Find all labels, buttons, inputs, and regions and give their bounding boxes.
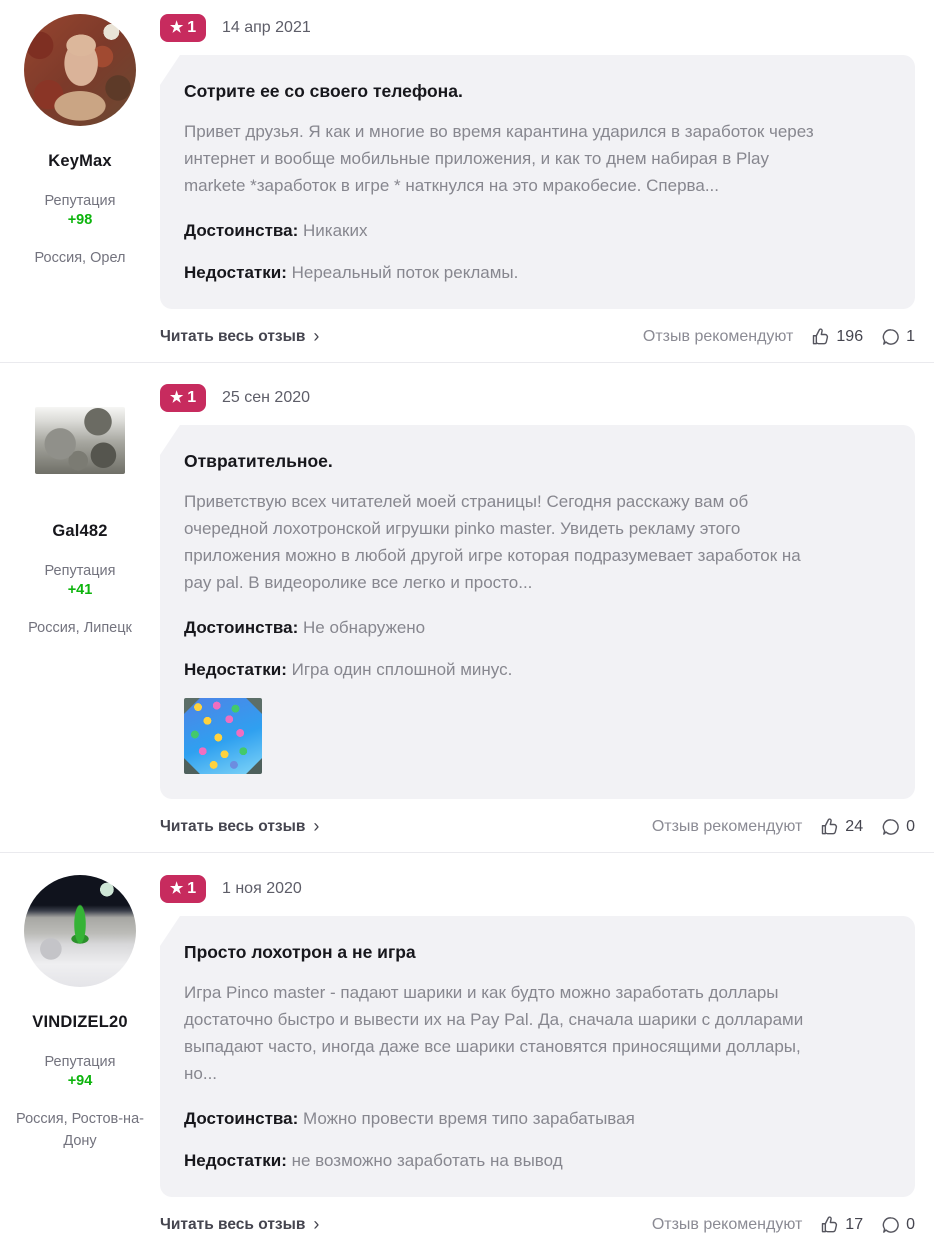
star-icon: ★ <box>169 388 184 406</box>
rating-value: 1 <box>187 880 197 897</box>
read-full-review-link[interactable]: Читать весь отзыв › <box>160 325 320 346</box>
rating-value: 1 <box>187 389 197 406</box>
thumbs-up-icon <box>820 1215 840 1235</box>
comment-bubble-icon <box>881 817 901 837</box>
review-date: 1 ноя 2020 <box>222 880 302 897</box>
user-avatar[interactable] <box>24 14 136 126</box>
comments-button[interactable] <box>881 1215 915 1235</box>
reputation-label: Репутация <box>44 1054 116 1070</box>
review-header <box>160 384 915 412</box>
user-location: Россия, Ростов-на-Дону <box>16 1111 144 1150</box>
username[interactable]: VINDIZEL20 <box>32 1013 128 1031</box>
recommend-label: Отзыв рекомендуют <box>642 328 794 345</box>
review-header <box>160 875 915 903</box>
comments-count: 0 <box>906 818 915 835</box>
comments-count: 0 <box>906 1216 915 1233</box>
review-cons: Недостатки: не возможно заработать на вывод <box>184 1151 563 1170</box>
chevron-right-icon: › <box>313 325 320 346</box>
rating-badge <box>160 14 206 42</box>
recommend-label: Отзыв рекомендуют <box>651 818 803 835</box>
thumbs-up-icon <box>811 327 831 347</box>
review-card <box>0 363 934 840</box>
review-pros: Достоинства: Не обнаружено <box>184 618 426 637</box>
review-text: Привет друзья. Я как и многие во время карантина ударился в заработок через интернет и вообще мобильные приложения, и как то днем набирая в Play markete *заработок в игре * наткнулся на это мракобесие. Сперва... <box>184 122 814 195</box>
comments-count: 1 <box>906 328 915 345</box>
user-panel <box>0 875 160 1238</box>
comment-bubble-icon <box>881 1215 901 1235</box>
review-header <box>160 14 915 42</box>
star-icon: ★ <box>169 18 184 36</box>
review-pros: Достоинства: Можно провести время типо зарабатывая <box>184 1109 635 1128</box>
review-bubble <box>160 916 915 1197</box>
review-card <box>0 0 934 350</box>
likes-button[interactable] <box>820 817 863 837</box>
rating-value: 1 <box>187 19 197 36</box>
review-title: Сотрите ее со своего телефона. <box>184 81 463 101</box>
reputation-value: +94 <box>67 1073 93 1089</box>
review-cons: Недостатки: Игра один сплошной минус. <box>184 660 513 679</box>
user-avatar[interactable] <box>35 407 125 474</box>
review-text: Приветствую всех читателей моей страницы! Сегодня расскажу вам об очередной лохотронской игрушки pinko master. Увидеть рекламу этого приложения можно в любой другой игре которая подразумевает заработок на pay pal. В видеоролике все легко и просто... <box>184 492 801 592</box>
username[interactable]: Gal482 <box>52 522 108 540</box>
user-avatar[interactable] <box>24 875 136 987</box>
comments-button[interactable] <box>881 327 915 347</box>
read-full-review-link[interactable]: Читать весь отзыв › <box>160 815 320 836</box>
likes-button[interactable] <box>811 327 863 347</box>
reputation-value: +98 <box>67 212 93 228</box>
user-panel <box>0 384 160 840</box>
read-full-review-link[interactable]: Читать весь отзыв › <box>160 1213 320 1234</box>
reputation-label: Репутация <box>44 563 116 579</box>
likes-count: 24 <box>845 818 864 835</box>
thumbs-up-icon <box>820 817 840 837</box>
star-icon: ★ <box>169 879 184 897</box>
review-cons: Недостатки: Нереальный поток рекламы. <box>184 263 519 282</box>
review-date: 25 сен 2020 <box>222 389 311 406</box>
review-text: Игра Pinco master - падают шарики и как будто можно заработать доллары достаточно быстро и вывести их на Pay Pal. Да, сначала шарики с долларами выпадают часто, иногда даже все шарики становятся приносящими доллары, но... <box>184 983 804 1083</box>
reputation-label: Репутация <box>44 193 116 209</box>
review-photo-thumbnail[interactable] <box>184 698 262 774</box>
chevron-right-icon: › <box>313 815 320 836</box>
likes-button[interactable] <box>820 1215 863 1235</box>
rating-badge <box>160 875 206 903</box>
likes-count: 196 <box>836 328 864 345</box>
user-panel <box>0 14 160 350</box>
username[interactable]: KeyMax <box>48 152 112 170</box>
review-bubble <box>160 425 915 799</box>
review-card <box>0 853 934 1238</box>
chevron-right-icon: › <box>313 1213 320 1234</box>
user-location: Россия, Орел <box>34 250 126 266</box>
review-title: Просто лохотрон а не игра <box>184 942 416 962</box>
user-location: Россия, Липецк <box>28 620 132 636</box>
review-pros: Достоинства: Никаких <box>184 221 368 240</box>
likes-count: 17 <box>845 1216 864 1233</box>
comment-bubble-icon <box>881 327 901 347</box>
rating-badge <box>160 384 206 412</box>
review-title: Отвратительное. <box>184 451 333 471</box>
reputation-value: +41 <box>67 582 93 598</box>
review-date: 14 апр 2021 <box>222 19 311 36</box>
recommend-label: Отзыв рекомендуют <box>651 1216 803 1233</box>
review-bubble <box>160 55 915 309</box>
comments-button[interactable] <box>881 817 915 837</box>
